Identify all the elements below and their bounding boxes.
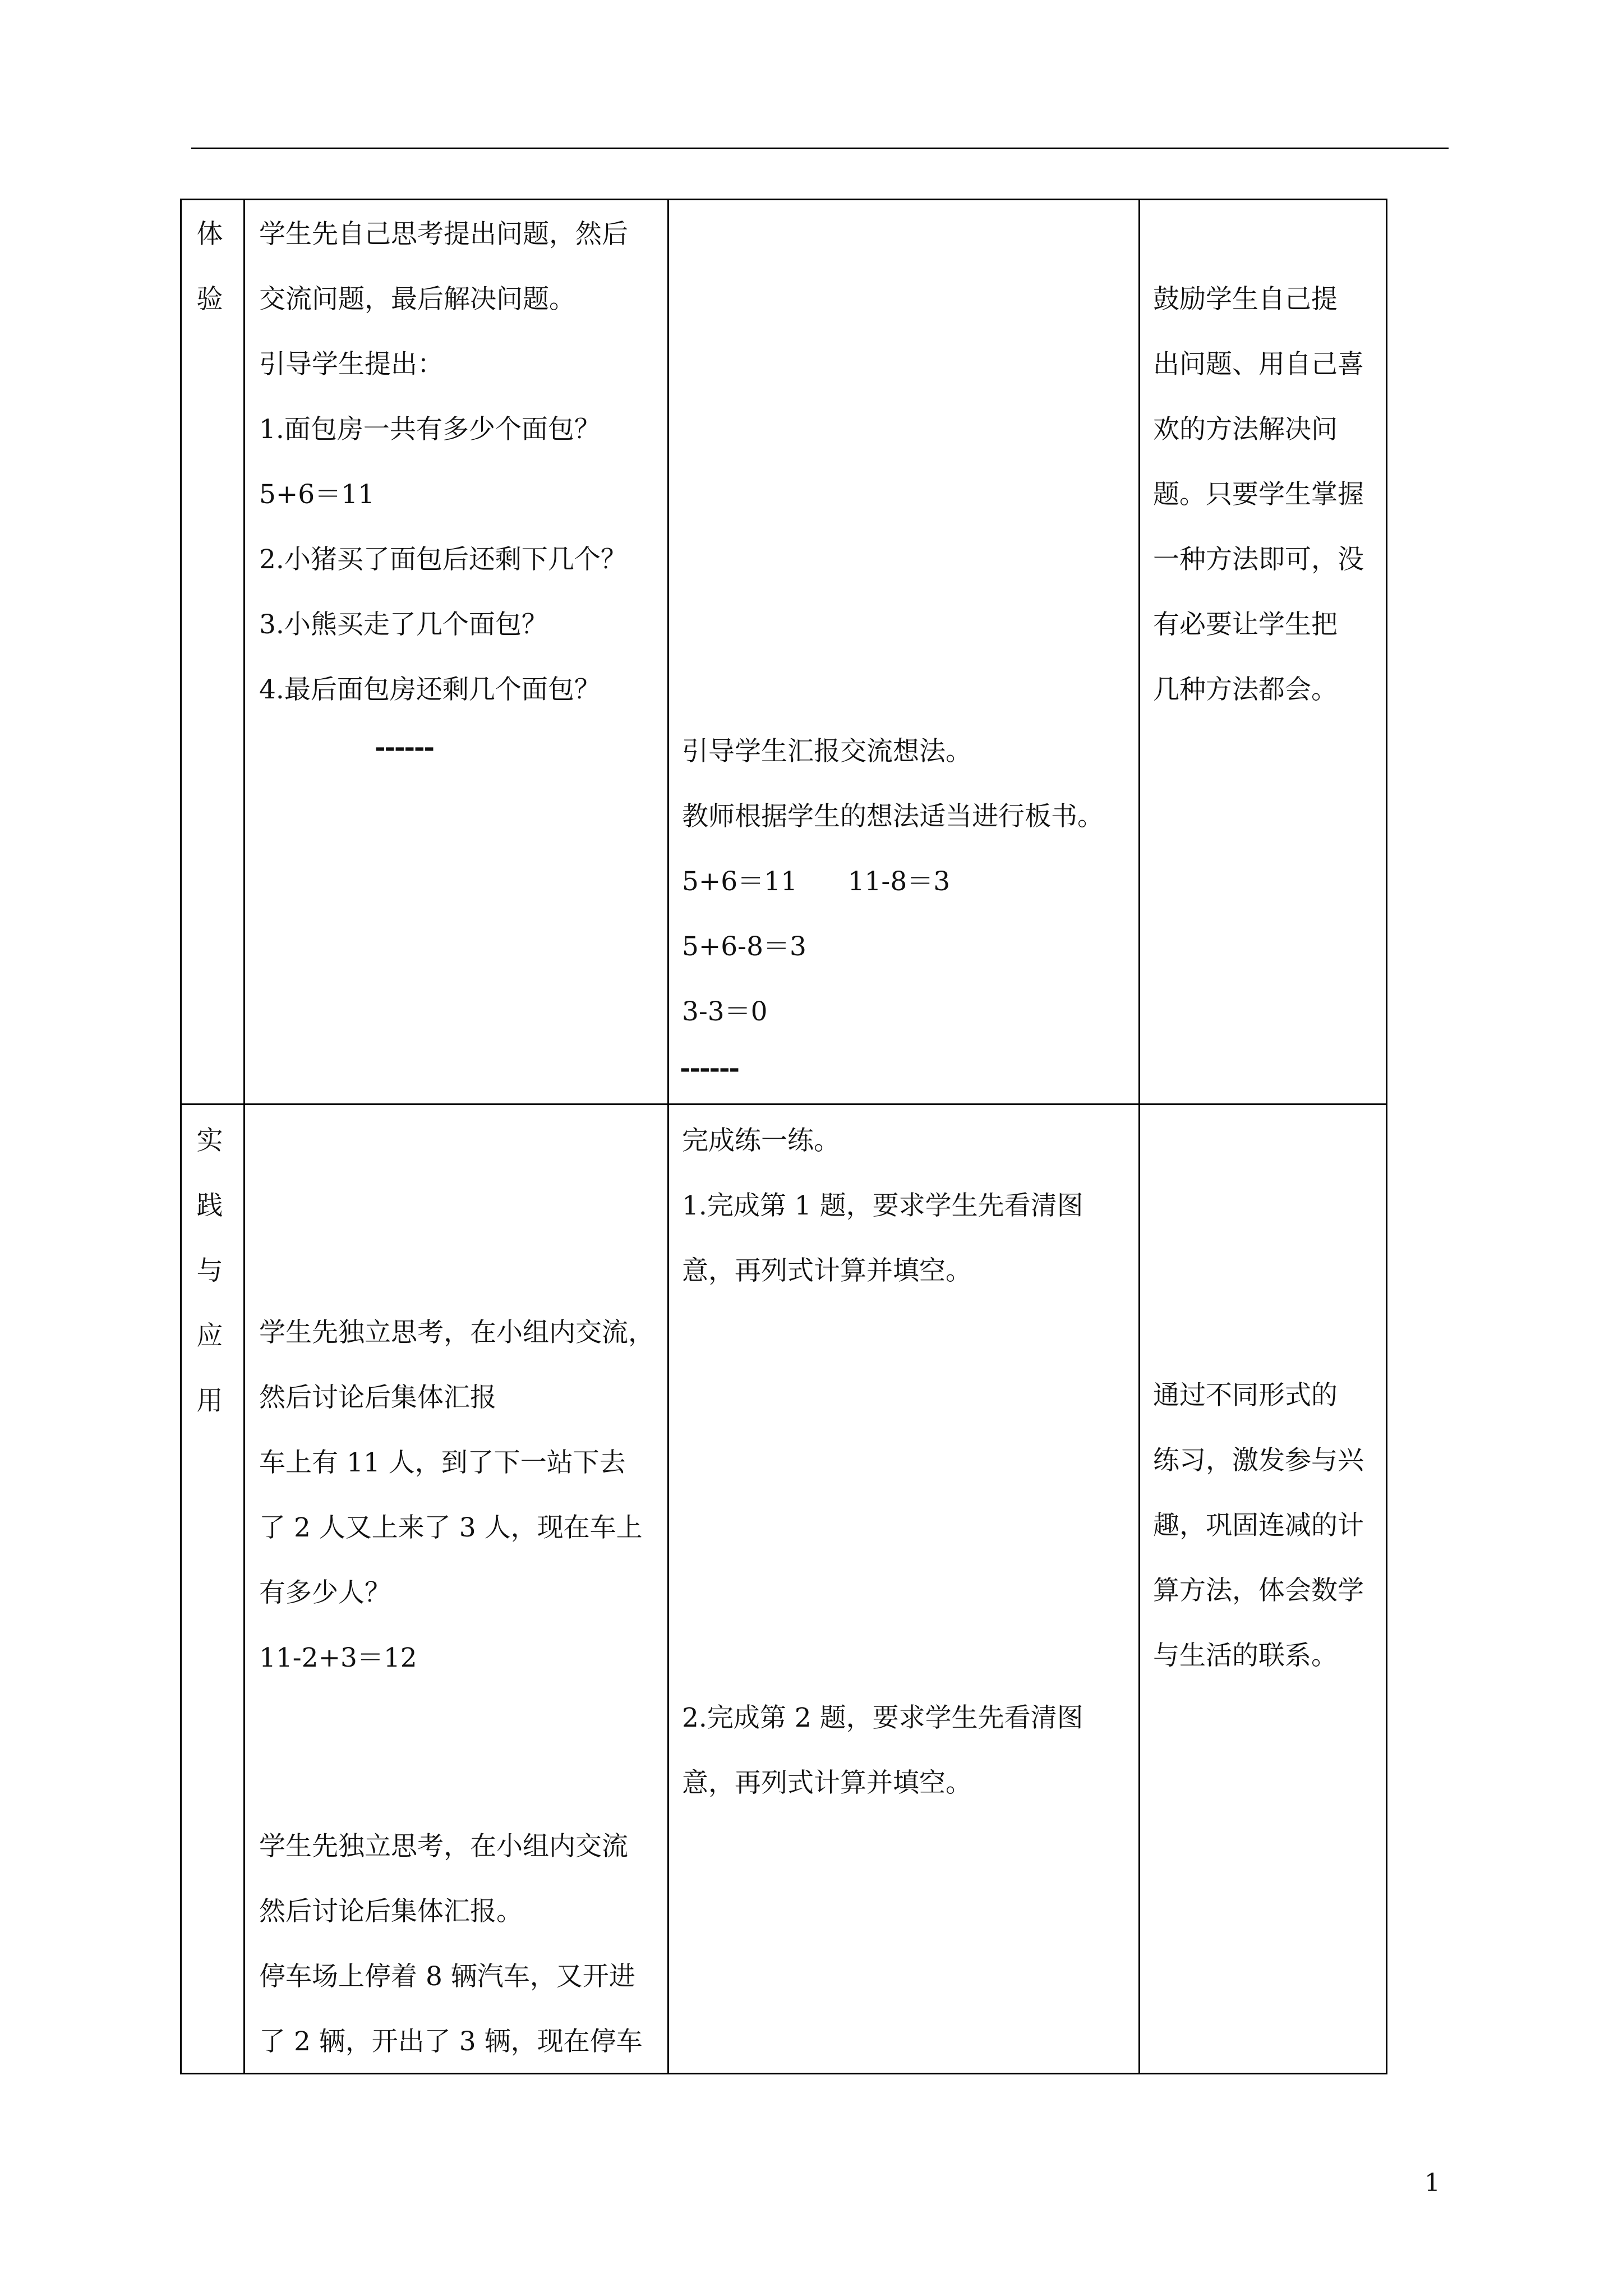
student-activity: [259, 202, 628, 723]
continuation-dashes: ------: [375, 732, 434, 763]
text-line: 交流问题，最后解决问题。: [259, 284, 575, 315]
stage-label-experience: [193, 202, 227, 332]
text-line: 几种方法都会。: [1153, 674, 1338, 705]
stage-char: 与: [196, 1255, 223, 1286]
text-line: 然后讨论后集体汇报。: [259, 1896, 523, 1927]
design-intent: [1153, 267, 1364, 723]
text-line: 学生先独立思考，在小组内交流，: [259, 1317, 654, 1348]
stage-char: 用: [196, 1386, 223, 1416]
text-line: 引导学生汇报交流想法。: [682, 736, 972, 767]
text-line: 教师根据学生的想法适当进行板书。: [682, 801, 1104, 832]
column-divider: [1138, 200, 1140, 2073]
text-line: 题。只要学生掌握: [1153, 479, 1364, 510]
continuation-dashes: ------: [680, 1053, 739, 1084]
text-line: 然后讨论后集体汇报: [259, 1382, 496, 1413]
text-line: 5+6-8＝3: [682, 931, 806, 962]
text-line: 练习，激发参与兴: [1153, 1445, 1364, 1476]
stage-label-practice: [193, 1108, 227, 1434]
text-line: 意，再列式计算并填空。: [682, 1768, 972, 1798]
stage-char: 应: [196, 1320, 223, 1351]
text-line: 通过不同形式的: [1153, 1380, 1338, 1411]
student-activity-part2: [259, 1814, 643, 2074]
text-line: 有必要让学生把: [1153, 609, 1338, 640]
text-line: 5+6＝11 11-8＝3: [682, 866, 951, 897]
text-line: 算方法，体会数学: [1153, 1575, 1364, 1606]
row-divider: [182, 1103, 1386, 1105]
teacher-activity-part1: [682, 1108, 1083, 1304]
stage-char: 验: [196, 284, 223, 315]
text-line: 4.最后面包房还剩几个面包？: [259, 674, 601, 705]
student-activity-part1: [259, 1300, 654, 1691]
stage-char: 体: [196, 219, 223, 250]
text-line: 1.面包房一共有多少个面包？: [259, 414, 601, 445]
stage-char: 实: [196, 1125, 223, 1156]
text-line: 2.小猪买了面包后还剩下几个？: [259, 544, 627, 575]
text-line: 一种方法即可，没: [1153, 544, 1364, 575]
text-line: 有多少人？: [259, 1577, 391, 1608]
header-rule: [191, 148, 1449, 149]
text-line: 学生先自己思考提出问题，然后: [259, 219, 628, 250]
text-line: 意，再列式计算并填空。: [682, 1255, 972, 1286]
column-divider: [243, 200, 245, 2073]
text-line: 出问题、用自己喜: [1153, 349, 1364, 380]
text-line: 引导学生提出：: [259, 349, 444, 380]
text-line: 鼓励学生自己提: [1153, 284, 1338, 315]
text-line: 了 2 辆，开出了 3 辆，现在停车: [259, 2026, 643, 2057]
teacher-activity: [682, 719, 1104, 1045]
teacher-activity-part2: [682, 1686, 1083, 1816]
design-intent: [1153, 1363, 1364, 1688]
text-line: 完成练一练。: [682, 1125, 840, 1156]
text-line: 2.完成第 2 题，要求学生先看清图: [682, 1703, 1083, 1733]
text-line: 停车场上停着 8 辆汽车，又开进: [259, 1961, 635, 1992]
column-divider: [667, 200, 669, 2073]
text-line: 1.完成第 1 题，要求学生先看清图: [682, 1190, 1083, 1221]
text-line: 学生先独立思考，在小组内交流: [259, 1831, 628, 1862]
text-line: 了 2 人又上来了 3 人，现在车上: [259, 1512, 643, 1543]
text-line: 11-2+3＝12: [259, 1642, 417, 1673]
text-line: 欢的方法解决问: [1153, 414, 1338, 445]
text-line: 5+6＝11: [259, 479, 375, 510]
stage-char: 践: [196, 1190, 223, 1221]
page-number: 1: [1424, 2169, 1440, 2197]
text-line: 趣，巩固连减的计: [1153, 1510, 1364, 1541]
text-line: 3.小熊买走了几个面包？: [259, 609, 548, 640]
text-line: 车上有 11 人，到了下一站下去: [259, 1447, 626, 1478]
text-line: 3-3＝0: [682, 996, 768, 1027]
text-line: 与生活的联系。: [1153, 1640, 1338, 1671]
